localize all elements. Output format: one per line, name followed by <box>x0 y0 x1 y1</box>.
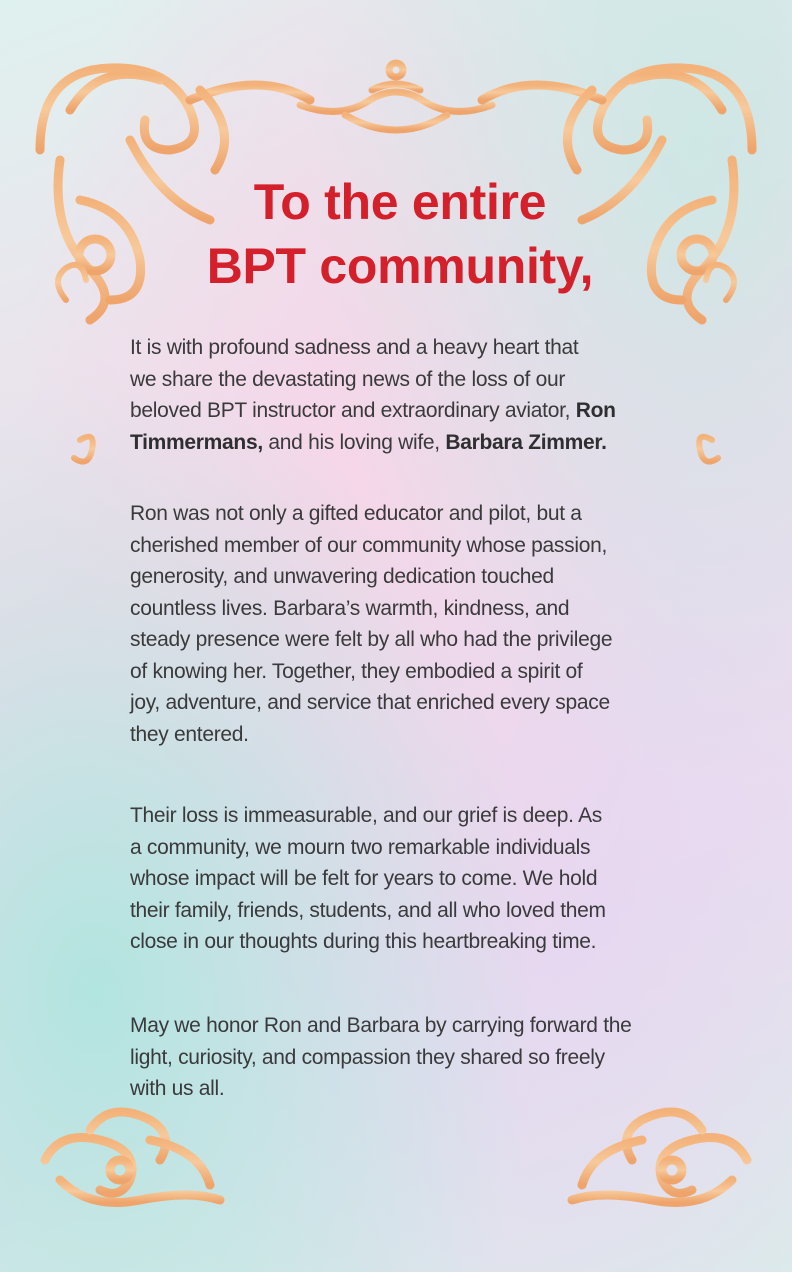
line-text: beloved BPT instructor and extraordinary aviator, <box>130 399 576 422</box>
left-rail <box>60 300 73 1130</box>
paragraph-line: May we honor Ron and Barbara by carrying forward the <box>130 1014 632 1037</box>
paragraph-line <box>130 395 670 427</box>
paragraph-line: close in our thoughts during this heartbreaking time. <box>130 930 597 953</box>
title-line-1: To the entire <box>253 174 547 230</box>
left-rail-scroll-mid <box>74 437 93 462</box>
paragraph-line: with us all. <box>130 1077 225 1100</box>
bottom-rail <box>230 1192 562 1204</box>
name-barbara-zimmer: Barbara Zimmer. <box>445 430 607 454</box>
paragraph-line: generosity, and unwavering dedication touched <box>130 565 554 588</box>
right-rail <box>719 300 732 1130</box>
paragraph-4 <box>130 1010 670 1105</box>
paragraph-line: joy, adventure, and service that enriched every space <box>130 691 610 714</box>
paragraph-2 <box>130 498 670 750</box>
right-rail-scroll-top <box>706 265 734 300</box>
top-center-ornament <box>300 63 492 130</box>
paragraph-line: Ron was not only a gifted educator and pilot, but a <box>130 502 582 525</box>
paragraph-line: we share the devastating news of the loss of our <box>130 367 566 391</box>
paragraph-line: light, curiosity, and compassion they shared so freely <box>130 1045 605 1069</box>
name-timmermans: Timmermans, <box>130 430 263 454</box>
left-rail-scroll-top <box>58 265 86 300</box>
paragraph-line: a community, we mourn two remarkable individuals <box>130 835 591 859</box>
paragraph-1 <box>130 332 670 458</box>
line-text: and his loving wife, <box>262 430 446 454</box>
title-line-2: BPT community, <box>206 238 594 294</box>
paragraph-line <box>130 427 670 459</box>
name-ron: Ron <box>575 399 616 422</box>
paragraph-line: whose impact will be felt for years to come. We hold <box>130 867 598 890</box>
paragraph-line: countless lives. Barbara’s warmth, kindness, and <box>130 596 570 620</box>
right-rail-scroll-mid <box>699 437 718 462</box>
paragraph-line: of knowing her. Together, they embodied a spirit of <box>130 659 583 683</box>
paragraph-line: steady presence were felt by all who had the privilege <box>130 628 613 651</box>
paragraph-line: Their loss is immeasurable, and our grief is deep. As <box>130 804 602 827</box>
paragraph-line: It is with profound sadness and a heavy heart that <box>130 336 579 359</box>
paragraph-3 <box>130 800 670 958</box>
paragraph-line: their family, friends, students, and all who loved them <box>130 898 606 922</box>
paragraph-line: they entered. <box>130 722 249 746</box>
paragraph-line: cherished member of our community whose passion, <box>130 533 607 557</box>
